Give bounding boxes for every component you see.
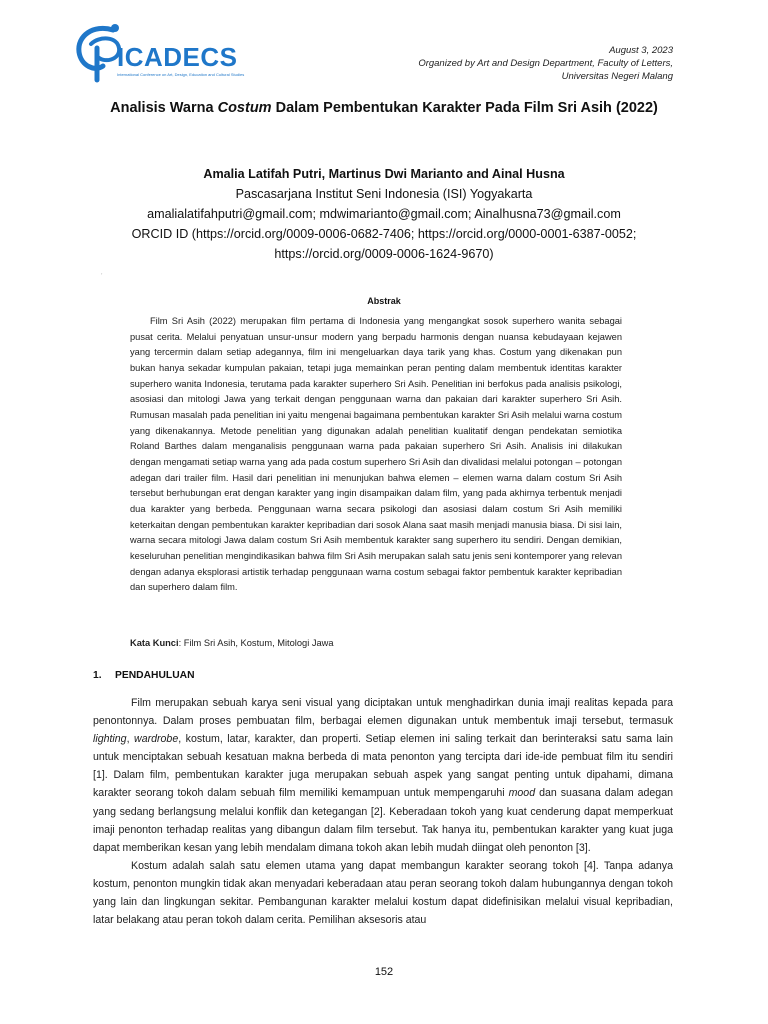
body-text [93,694,673,929]
paragraph-1-part-a: Film merupakan sebuah karya seni visual yang diciptakan untuk menghadirkan dunia imaji realitas kepada para penontonnya. Dalam proses pembuatan film, berbagai elemen digunakan untuk membentuk imaji tersebut, termasuk [93,697,673,728]
abstract-text: Film Sri Asih (2022) merupakan film pertama di Indonesia yang mengangkat sosok superhero wanita sebagai pusat cerita. Melalui penyatuan unsur-unsur modern yang berpadu harmonis dengan nuansa kebudayaan kejawen yang tercermin dalam setiap adegannya, film ini mengeluarkan daya tarik yang khas. Costum yang dikenakan pun bukan hanya sekadar kumpulan pakaian, tetapi juga memainkan peran penting dalam membentuk identitas karakter superhero wanita Indonesia, terutama pada karakter superhero Sri Asih. Penelitian ini berfokus pada analisis psikologi, asosiasi dan mitologi Jawa yang terkait dengan penggunaan warna dan pakaian dari karakter superhero Sri Asih. Rumusan masalah pada penelitian ini yaitu mengenai bagaimana pembentukan karakter Sri Asih melalui warna costum yang dikenakannya. Metode penelitian yang digunakan adalah penelitian kualitatif dengan pendekatan semiotika Roland Barthes dalam menganalisis penggunaan warna pada pakaian superhero Sri Asih. Analisis ini dilakukan dengan mengamati setiap warna yang ada pada costum superhero Sri Asih dan divalidasi melalui potongan – potongan adegan dari trailer film. Hasil dari penelitian ini menunjukan bahwa elemen – elemen warna dalam costum Sri Asih tersebut berhubungan erat dengan karakter yang ingin disampaikan dalam film, yang pada akhirnya terbentuk menjadi dua karakter yang berbeda. Penggunaan warna secara psikologi dan asosiasi dalam costum Sri Asih memiliki keterkaitan dengan pembentukan karakter kepribadian dari sosok Alana saat masih menjadi manusia biasa. Di sisi lain, warna secara mitologi Jawa dalam costum Sri Asih membentuk karakter sang superhero itu sendiri. Dengan demikian, keseluruhan penelitian mengindikasikan bahwa film Sri Asih merupakan salah satu jenis seni kontemporer yang relevan dengan adanya eksplorasi artistik terhadap penggunaan warna costum sebagai faktor pembentuk karakter kepribadian dan superhero dalam film. [130,316,622,593]
title-emphasis: Costum [217,100,272,116]
organizer-line-2: Universitas Negeri Malang [561,71,673,82]
logo-wordmark: ICADECS [117,42,238,72]
keywords [130,638,334,648]
paragraph-1-part-b: , [126,733,135,746]
page-number: 152 [374,966,394,978]
logo-tagline: International Conference on Art, Design, Education and Cultural Studies [117,72,245,77]
section-heading [93,670,195,681]
conference-info [418,44,673,83]
author-emails: amalialatifahputri@gmail.com; mdwimarianto@gmail.com; Ainalhusna73@gmail.com [147,207,621,221]
conference-logo [73,22,253,84]
keywords-value: : Film Sri Asih, Kostum, Mitologi Jawa [178,638,334,648]
author-block [80,164,688,264]
orcid-line-2: https://orcid.org/0009-0006-1624-9670) [274,247,494,261]
section-number: 1. [93,670,102,681]
paragraph-1-part-d: dan suasana dalam adegan yang sedang berlangsung melalui konflik dan ketegangan [2]. Keberadaan tokoh yang kuat cenderung dapat memperkuat imaji penonton terhadap realitas yang dibangun dalam film tersebut. Tak hanya itu, pembentukan karakter yang kuat juga dapat memberikan kesan yang lebih mendalam dimana tokoh akan lebih mudah diingat oleh penonton [3]. [93,787,673,854]
conference-date: August 3, 2023 [609,45,673,56]
paragraph-2: Kostum adalah salah satu elemen utama yang dapat membangun karakter seorang tokoh [4]. Tanpa adanya kostum, penonton mungkin tidak akan menyadari keberadaan atau peran seorang tokoh dalam hubungannya dengan tokoh yang lain dan lingkungan sekitar. Pembangunan karakter melalui kostum dapat didefinisikan melalui visual kepribadian, latar belakang atau peran tokoh dalam cerita. Pemilihan aksesoris atau [93,859,673,927]
paragraph-1 [93,694,673,857]
keywords-label: Kata Kunci [130,638,179,648]
orcid-line-1: ORCID ID (https://orcid.org/0009-0006-0682-7406; https://orcid.org/0000-0001-6387-0052; [131,227,637,241]
author-affiliation: Pascasarjana Institut Seni Indonesia (ISI) Yogyakarta [235,187,533,201]
term-mood: mood [508,787,536,800]
term-wardrobe: wardrobe [134,733,179,746]
abstract-heading: Abstrak [367,296,401,306]
paragraph-1-part-c: , kostum, latar, karakter, dan properti. Setiap elemen ini saling terkait dan berinteraksi satu sama lain untuk menciptakan sebuah kesatuan makna berbeda di mata penonton yang tercipta dari ide-ide pembuat film itu sendiri [1]. Dalam film, pembentukan karakter juga merupakan sebuah aspek yang sangat penting untuk dipahami, dimana karakter seorang tokoh dalam sebuah film memiliki kemampuan untuk mempengaruhi [93,733,673,800]
title-part-1: Analisis Warna [110,100,218,116]
stray-mark: , [101,270,103,276]
section-title: PENDAHULUAN [115,670,195,681]
term-lighting: lighting [93,733,127,746]
title-part-2: Dalam Pembentukan Karakter Pada Film Sri Asih (2022) [271,100,658,116]
author-names: Amalia Latifah Putri, Martinus Dwi Marianto and Ainal Husna [203,167,565,181]
organizer-line-1: Organized by Art and Design Department, Faculty of Letters, [418,58,673,69]
paper-title [100,97,668,120]
